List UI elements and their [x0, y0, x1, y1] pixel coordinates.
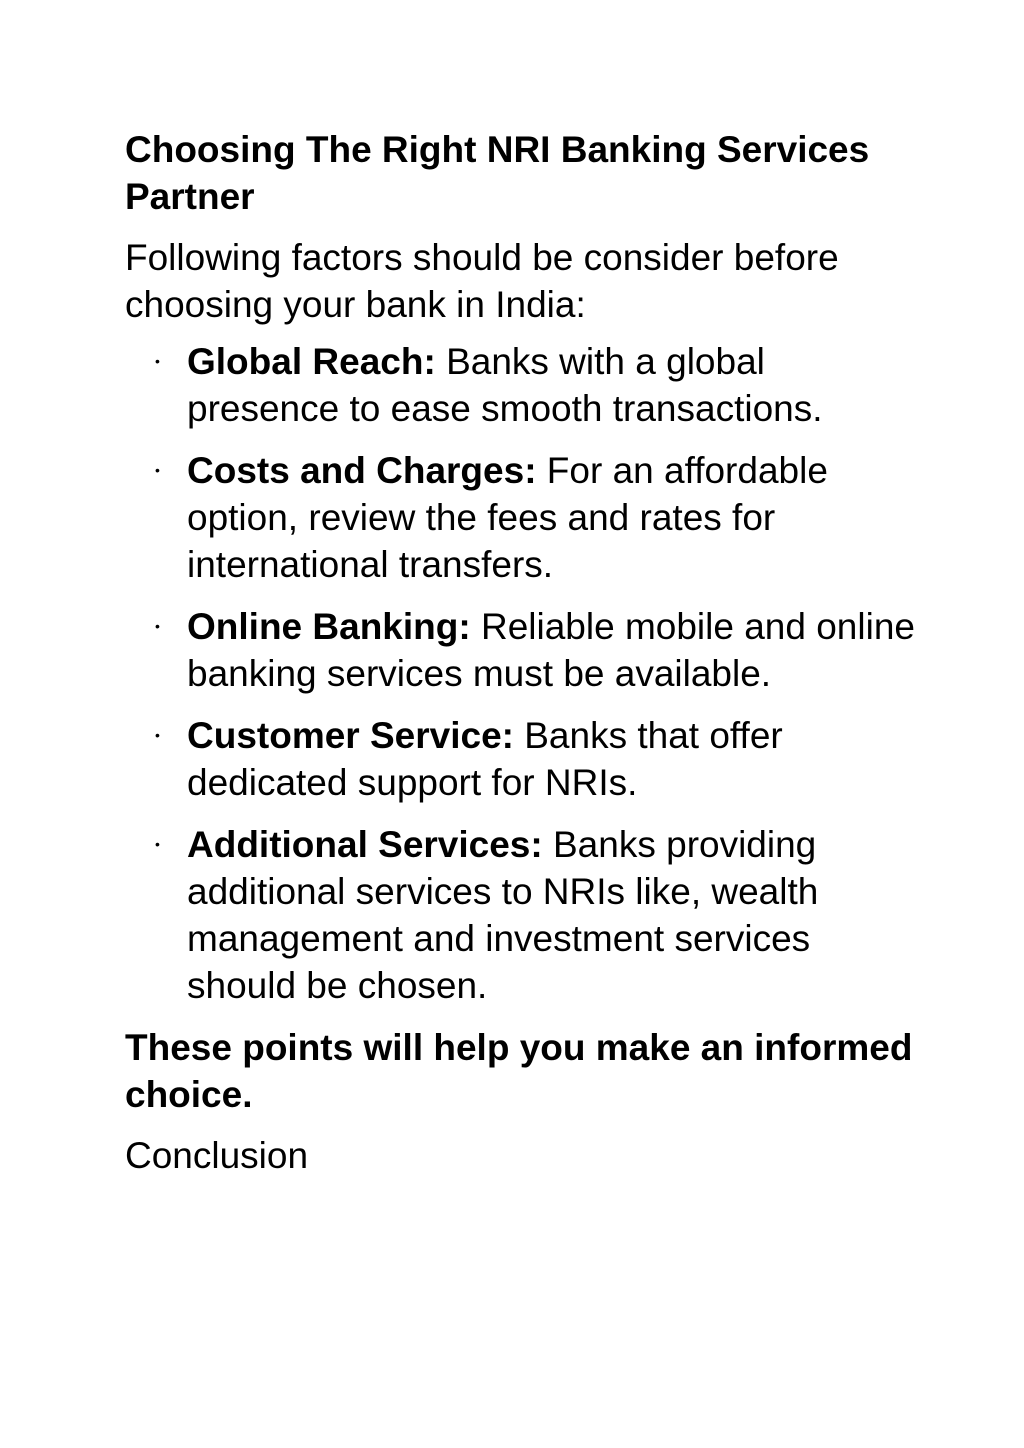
list-item: [125, 712, 915, 806]
bullet-icon: •: [155, 727, 160, 743]
factor-text: For an affordable option, review the fees and rates for international transfers.: [187, 450, 828, 585]
bullet-icon: •: [155, 618, 160, 634]
list-item: [125, 603, 915, 697]
factor-term: Online Banking:: [187, 606, 471, 647]
factor-text: Banks that offer dedicated support for NRIs.: [187, 715, 783, 803]
section-title: Choosing The Right NRI Banking Services Partner: [125, 129, 870, 217]
bullet-icon: •: [155, 462, 160, 478]
intro-paragraph: Following factors should be consider before choosing your bank in India:: [125, 237, 839, 325]
bullet-icon: •: [155, 353, 160, 369]
factor-text: Banks providing additional services to NRIs like, wealth management and investment services should be chosen.: [187, 824, 819, 1006]
factor-term: Global Reach:: [187, 341, 436, 382]
factor-text: Banks with a global presence to ease smooth transactions.: [187, 341, 823, 429]
factor-term: Customer Service:: [187, 715, 514, 756]
list-item: [125, 447, 915, 588]
list-item: [125, 338, 915, 432]
factor-term: Costs and Charges:: [187, 450, 537, 491]
factor-text: Reliable mobile and online banking services must be available.: [187, 606, 915, 694]
document-page: [125, 126, 915, 1179]
closing-statement: These points will help you make an informed choice.: [125, 1027, 913, 1115]
bullet-icon: •: [155, 836, 160, 852]
factors-list: [125, 338, 915, 1009]
conclusion-heading: Conclusion: [125, 1135, 309, 1176]
factor-term: Additional Services:: [187, 824, 543, 865]
list-item: [125, 821, 915, 1009]
